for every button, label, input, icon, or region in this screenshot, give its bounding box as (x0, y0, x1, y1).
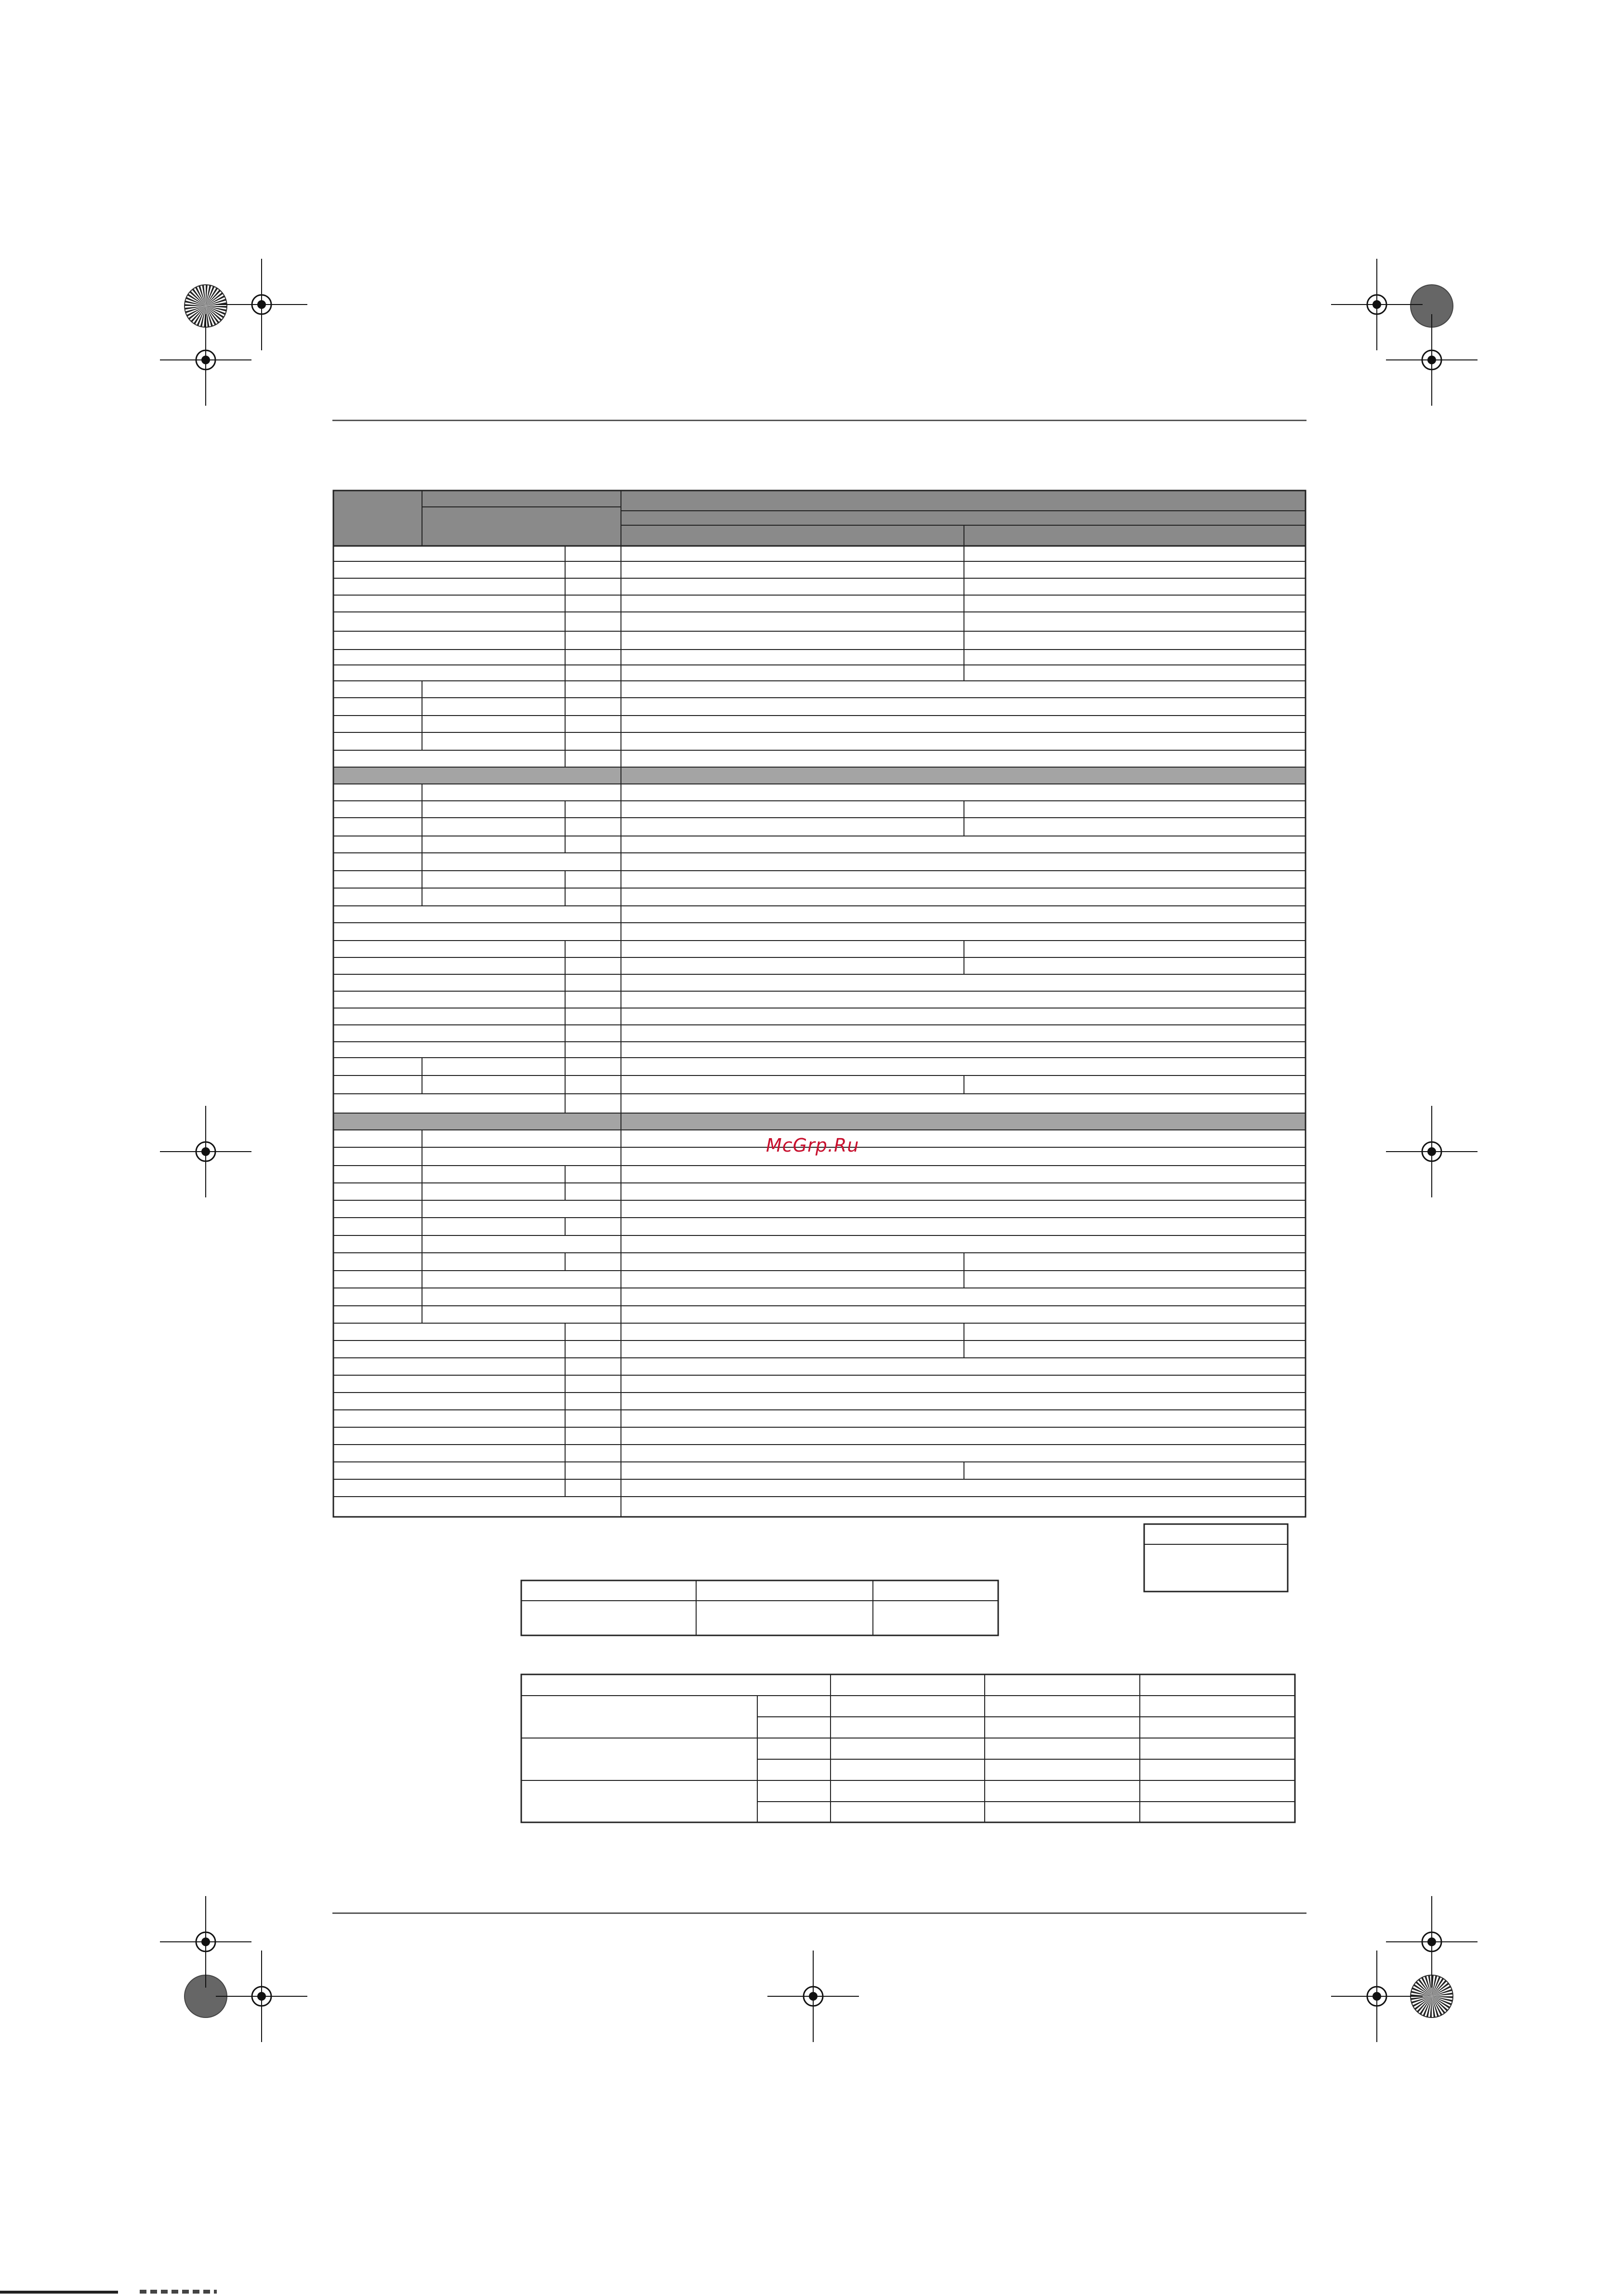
edge-dots (140, 2290, 217, 2294)
bottom-table (521, 1674, 1295, 1822)
registration-mark-icon (216, 259, 307, 350)
registration-mark-icon (1331, 259, 1423, 350)
box-frame (1144, 1524, 1288, 1592)
registration-mark-icon (160, 314, 251, 406)
table-frame (521, 1674, 1295, 1822)
specification-table (333, 491, 1306, 1517)
registration-mark-icon (1386, 1896, 1478, 1988)
registration-mark-icon (1331, 1951, 1423, 2042)
section-bar (333, 1113, 1306, 1130)
registration-mark-icon (160, 1106, 251, 1197)
edge-strip (0, 2291, 118, 2294)
registration-mark-icon (1386, 1106, 1478, 1197)
registration-mark-icon (767, 1951, 859, 2042)
table-header-fill (333, 491, 1306, 546)
small-table (521, 1580, 998, 1635)
registration-mark-icon (160, 1896, 251, 1988)
section-bar (333, 767, 1306, 784)
legend-box (1144, 1524, 1288, 1592)
registration-mark-icon (1386, 314, 1478, 406)
watermark-text: McGrp.Ru (766, 1135, 859, 1156)
registration-mark-icon (216, 1951, 307, 2042)
table-frame (521, 1580, 998, 1635)
table-frame (333, 491, 1306, 1517)
